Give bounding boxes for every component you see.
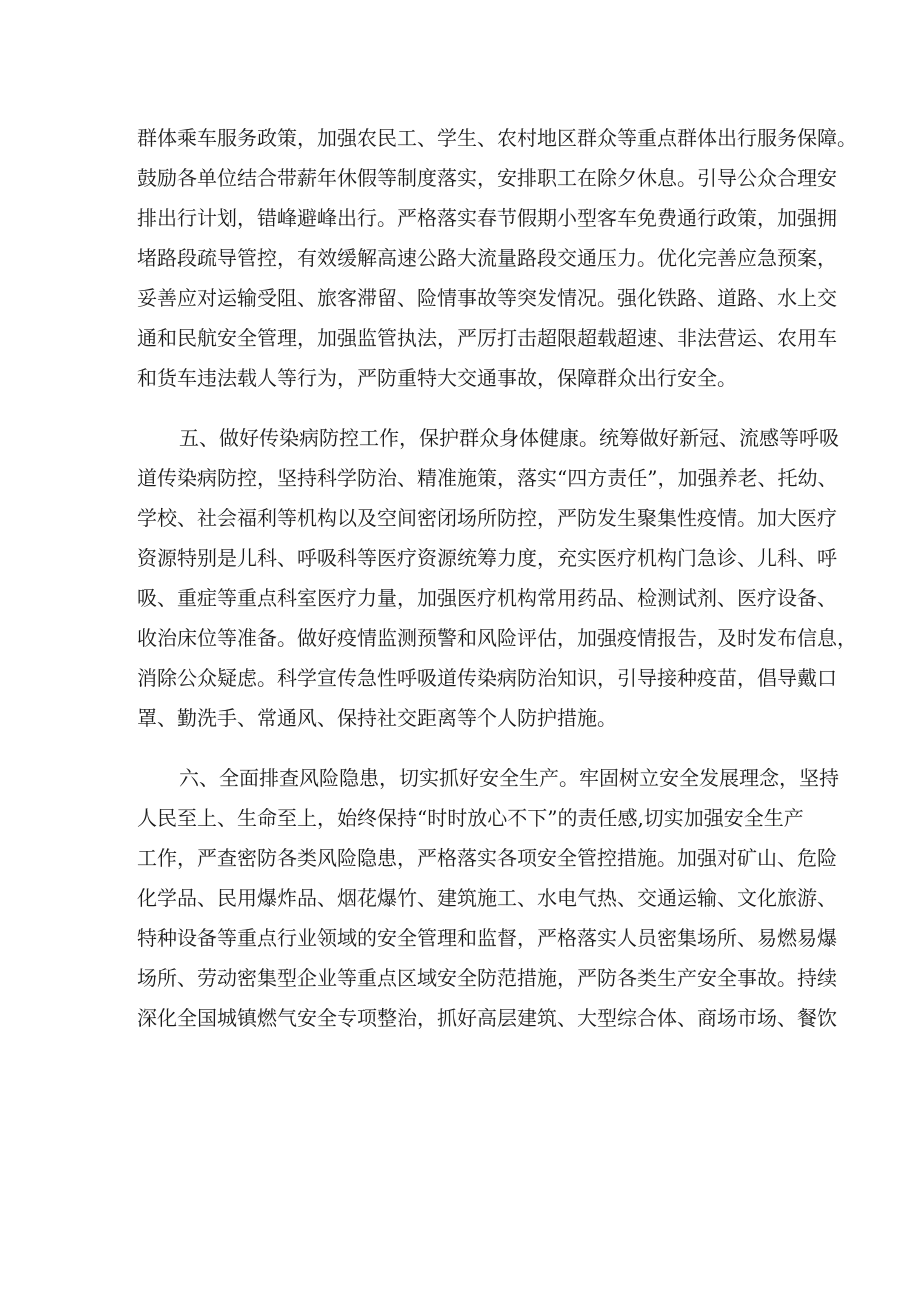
paragraph-line: 工作，严查密防各类风险隐患，严格落实各项安全管控措施。加强对矿山、危险 xyxy=(137,846,837,870)
paragraph-line: 和货车违法载人等行为，严防重特大交通事故，保障群众出行安全。 xyxy=(137,366,737,390)
paragraph-line: 特种设备等重点行业领域的安全管理和监督，严格落实人员密集场所、易燃易爆 xyxy=(137,926,837,950)
paragraph-line: 通和民航安全管理，加强监管执法，严厉打击超限超载超速、非法营运、农用车 xyxy=(137,326,837,350)
paragraph-line: 五、做好传染病防控工作，保护群众身体健康。统筹做好新冠、流感等呼吸 xyxy=(179,426,839,450)
paragraph-line: 鼓励各单位结合带薪年休假等制度落实，安排职工在除夕休息。引导公众合理安 xyxy=(137,166,837,190)
paragraph-line: 深化全国城镇燃气安全专项整治，抓好高层建筑、大型综合体、商场市场、餐饮 xyxy=(137,1006,837,1030)
paragraph-line: 道传染病防控，坚持科学防治、精准施策，落实“四方责任”，加强养老、托幼、 xyxy=(137,466,838,490)
paragraph-line: 收治床位等准备。做好疫情监测预警和风险评估，加强疫情报告，及时发布信息， xyxy=(137,626,857,650)
paragraph-line: 堵路段疏导管控，有效缓解高速公路大流量路段交通压力。优化完善应急预案， xyxy=(137,246,837,270)
paragraph-line: 妥善应对运输受阻、旅客滞留、险情事故等突发情况。强化铁路、道路、水上交 xyxy=(137,286,837,310)
paragraph-line: 六、全面排查风险隐患，切实抓好安全生产。牢固树立安全发展理念，坚持 xyxy=(179,766,839,790)
paragraph-line: 群体乘车服务政策，加强农民工、学生、农村地区群众等重点群体出行服务保障。 xyxy=(137,126,857,150)
paragraph-line: 罩、勤洗手、常通风、保持社交距离等个人防护措施。 xyxy=(137,706,617,730)
paragraph-line: 场所、劳动密集型企业等重点区域安全防范措施，严防各类生产安全事故。持续 xyxy=(137,966,837,990)
paragraph-line: 吸、重症等重点科室医疗力量，加强医疗机构常用药品、检测试剂、医疗设备、 xyxy=(137,586,837,610)
paragraph-line: 人民至上、生命至上，始终保持“时时放心不下”的责任感,切实加强安全生产 xyxy=(137,806,804,830)
paragraph-line: 化学品、民用爆炸品、烟花爆竹、建筑施工、水电气热、交通运输、文化旅游、 xyxy=(137,886,837,910)
paragraph-line: 排出行计划，错峰避峰出行。严格落实春节假期小型客车免费通行政策，加强拥 xyxy=(137,206,837,230)
paragraph-line: 学校、社会福利等机构以及空间密闭场所防控，严防发生聚集性疫情。加大医疗 xyxy=(137,506,837,530)
paragraph-line: 资源特别是儿科、呼吸科等医疗资源统筹力度，充实医疗机构门急诊、儿科、呼 xyxy=(137,546,837,570)
paragraph-line: 消除公众疑虑。科学宣传急性呼吸道传染病防治知识，引导接种疫苗，倡导戴口 xyxy=(137,666,837,690)
